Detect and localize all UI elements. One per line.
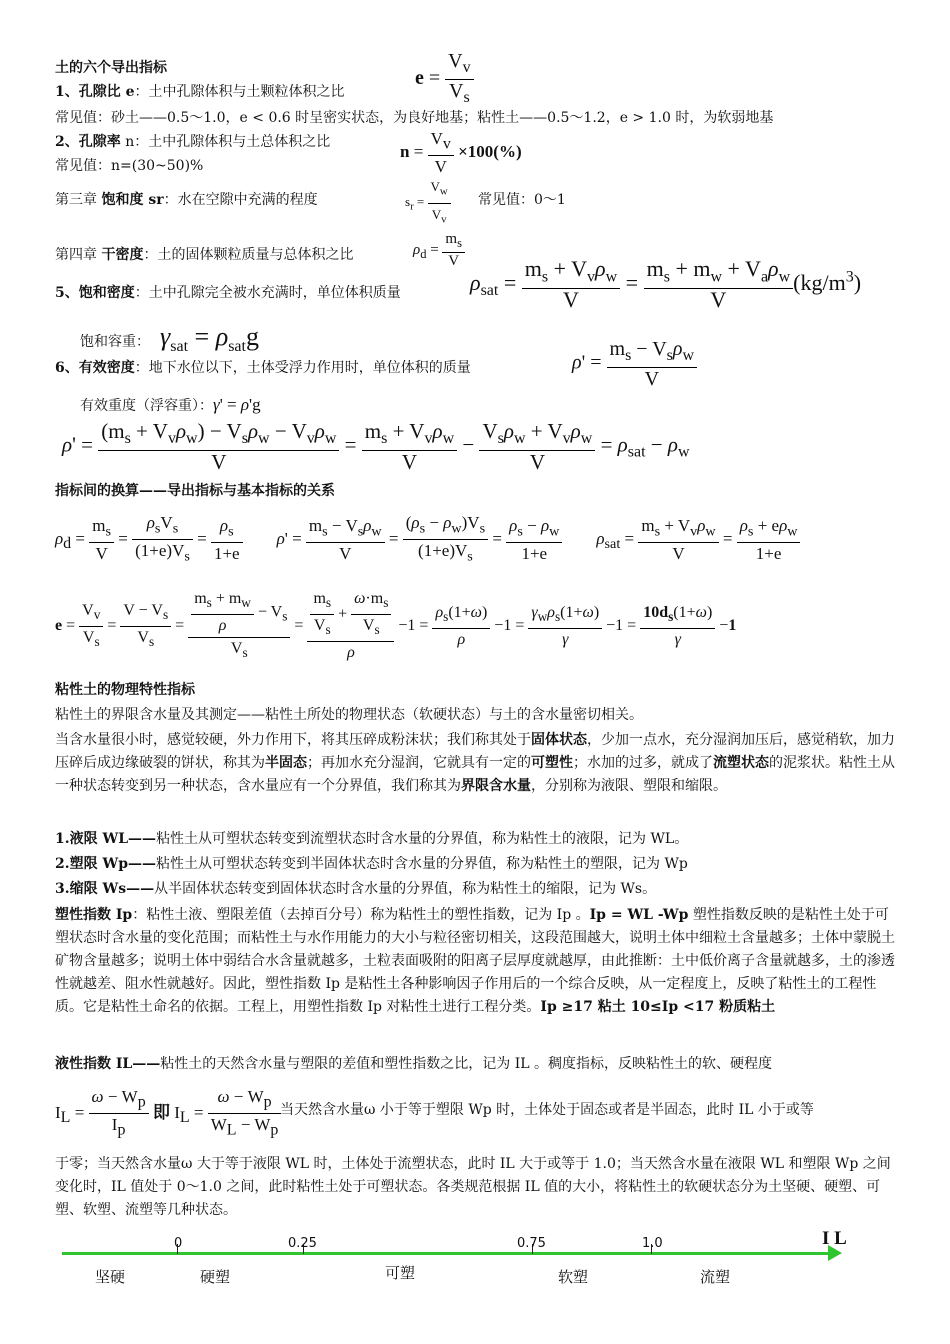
il-zone-label: 硬塑 [200, 1268, 231, 1286]
eff-density-title: 6、有效密度 [55, 360, 135, 376]
il-zone-label: 可塑 [385, 1264, 416, 1282]
il-tick-label: 0.25 [288, 1236, 317, 1251]
liquidity-index-paragraph: 于零；当天然含水量ω 大于等于液限 WL 时，土体处于流塑状态，此时 IL 大于或等于 1.0；当天然含水量在液限 WL 和塑限 Wp 之间变化时，IL 值处于 0～1.0 之间，此时粘性土处于可塑状态。各类规范根据 IL 值的大小，将粘性土的软硬状态分为土坚硬、硬塑、可塑、软塑、流塑等几种状态。 [55, 1156, 891, 1218]
sat-density-line [55, 283, 401, 303]
conversion-heading: 指标间的换算——导出指标与基本指标的关系 [55, 483, 335, 499]
saturation-formula: $s_r$ = $\frac{V_w}{V_v}$ [405, 176, 451, 230]
plastic-limit-line [55, 854, 688, 874]
clay-p1: 粘性土的界限含水量及其测定——粘性土所处的物理状态（软硬状态）与土的含水量密切相关。 [55, 707, 643, 723]
dry-density-formula: $\rho_d$ = $\frac{m_s}{V}$ [413, 231, 465, 270]
liquidity-index-formula: $I_L$ = $\frac{\omega - W_p}{I_p}$ 即 $I_L$ = $\frac{\omega - W_p}{W_L - W_p}$ [55, 1086, 281, 1142]
eff-density-formula: ρ' = $\frac{m_s - V_s\rho_w}{V}$ [572, 338, 697, 390]
clay-p2-h: 流塑状态 [713, 755, 769, 771]
porosity-title: 2、孔隙率 [55, 134, 121, 150]
sat-density-title: 5、饱和密度 [55, 285, 135, 301]
liquidity-index-desc: 粘性土的天然含水量与塑限的差值和塑性指数之比，记为 IL 。稠度指标，反映粘性土的软、硬程度 [160, 1056, 773, 1072]
porosity-common: 常见值：n=(30~50)% [55, 158, 204, 174]
clay-p2 [55, 729, 895, 798]
plasticity-index-paragraph [55, 904, 895, 1019]
clay-p2-a: 当含水量很小时，感觉较硬，外力作用下，将其压碎成粉沫状；我们称其处于 [55, 732, 531, 748]
il-tick-label: 0 [174, 1236, 183, 1251]
dry-density-desc: ：土的固体颗粒质量与总体积之比 [143, 247, 354, 263]
eff-weight-label: 有效重度（浮容重）： [80, 398, 213, 414]
eff-density-line [55, 358, 471, 378]
saturation-desc: ：水在空隙中充满的程度 [163, 192, 318, 208]
clay-p2-c: ，少加一点水，充分湿润加压后，感觉稍软，加力压碎后成边缘破裂的饼状，称其为 [55, 732, 895, 771]
saturation-line [55, 190, 318, 210]
porosity-desc: n：土中孔隙体积与土总体积之比 [120, 134, 331, 150]
shrinkage-limit-title: 3.缩限 Ws—— [55, 881, 155, 897]
plasticity-index-text-a: ：粘性土液、塑限差值（去掉百分号）称为粘性土的塑性指数，记为 Ip 。 [132, 907, 590, 923]
liquidity-index-title: 液性指数 IL—— [55, 1056, 161, 1072]
saturation-prefix: 第三章 [55, 192, 102, 208]
dry-density-line [55, 245, 353, 265]
plastic-limit-title: 2.塑限 Wp—— [55, 856, 157, 872]
conversion-row-1: $\rho_d$ = $\frac{m_s}{V}$ = $\frac{\rho_sV_s}{(1+e)V_s}$ = $\frac{\rho_s}{1+e}$ ρ' = $\frac{m_s - V_s\rho_w}{V}$ = $\frac{(\rho_s - \rho_w)V_s}{(1+e)V_s}$ = $\frac{\rho_s - \rho_w}{1+e}$ $\rho_{sat}$ = $\frac{m_s + V_v\rho_w}{V}$ = $\frac{\rho_s + e\rho_w}{1+e}$ [55, 512, 800, 568]
clay-p2-f: 可塑性 [531, 755, 573, 771]
sat-density-formula: $\rho_{sat}$ = $\frac{m_s + V_v\rho_w}{V}$ = $\frac{m_s + m_w + V_a\rho_w}{V}$ $(kg/m^3)$ [470, 256, 862, 313]
plasticity-index-text-b: 塑性指数反映的是粘性土处于可塑状态时含水量的变化范围；而粘性土与水作用能力的大小与粒径密切相关，这段范围越大，说明土体中细粒土含量越多；土体中蒙脱土矿物含量越多；说明土体中弱结合水含量就越多，土粒表面吸附的阳离子层厚度就越厚，由此推断：土中低价离子含量就越多，土的渗透性就越差、阻水性就越好。因此，塑性指数 Ip 是粘性土各种影响因子作用后的一个综合反映，从一定程度上，反映了粘性土的工程性质。它是粘性土命名的依据。工程上，用塑性指数 Ip 对粘性土进行工程分类。 [55, 907, 895, 1015]
clay-p2-k: ，分别称为液限、塑限和缩限。 [531, 778, 727, 794]
sat-density-desc: ：土中孔隙完全被水充满时，单位体积质量 [134, 285, 401, 301]
plasticity-index-class: Ip ≥17 粘土 10≤Ip <17 粉质粘土 [540, 999, 776, 1015]
porosity-line [55, 132, 330, 152]
saturation-common: 常见值：0～1 [478, 192, 566, 208]
eff-density-desc: ：地下水位以下，土体受浮力作用时，单位体积的质量 [134, 360, 471, 376]
void-ratio-formula: e = $\frac{V_v}{V_s}$ [415, 50, 474, 109]
liquid-limit-desc: 粘性土从可塑状态转变到流塑状态时含水量的分界值，称为粘性土的液限，记为 WL。 [156, 831, 689, 847]
plasticity-index-formula: Ip = WL -Wp [589, 907, 689, 923]
void-ratio-title: 1、孔隙比 e [55, 84, 135, 100]
liquidity-index-line [55, 1054, 772, 1074]
dry-density-prefix: 第四章 [55, 247, 102, 263]
clay-p2-e: ；再加水充分湿润，它就具有一定的 [307, 755, 531, 771]
eff-weight-line: 有效重度（浮容重）：γ' = ρ'g [80, 395, 261, 414]
il-zone-label: 流塑 [700, 1268, 731, 1286]
sat-unit-weight-label: 饱和容重： [80, 334, 150, 350]
sat-unit-weight-formula: $\gamma_{sat} = \rho_{sat}g$ [160, 322, 259, 356]
il-tick-label: 1.0 [642, 1236, 663, 1251]
saturation-title: 饱和度 sr [101, 192, 164, 208]
void-ratio-line [55, 82, 345, 102]
shrinkage-limit-desc: 从半固体状态转变到固体状态时含水量的分界值，称为粘性土的缩限，记为 Ws。 [154, 881, 657, 897]
section-heading: 土的六个导出指标 [55, 60, 167, 76]
plasticity-index-title: 塑性指数 Ip [55, 907, 133, 923]
il-axis-label: I L [822, 1228, 847, 1249]
shrinkage-limit-line [55, 879, 656, 899]
clay-p2-i: 的泥浆状。粘性土从一种状态转变到另一种状态，含水量应有一个分界值，我们称其为 [55, 755, 895, 794]
clay-p2-g: ；水加的过多，就成了 [573, 755, 713, 771]
void-ratio-common: 常见值：砂土——0.5～1.0，e < 0.6 时呈密实状态，为良好地基；粘性土——0.5～1.2，e > 1.0 时，为软弱地基 [55, 110, 774, 126]
plastic-limit-desc: 粘性土从可塑状态转变到半固体状态时含水量的分界值，称为粘性土的塑限，记为 Wp [156, 856, 688, 872]
conversion-row-2: e = $\frac{V_v}{V_s}$ = $\frac{V - V_s}{V_s}$ = $\frac{m_s + m_w}{\rho}$ − $V_s$ $V_s$ = $\frac{m_s}{V_s}$ + $\frac{\omega\cdot m_s}{V_s}$ ρ −1 = $\frac{\rho_s(1+\omega)}{\rho}$ −1 = $\frac{\gamma_w\rho_s(1+\omega)}{\gamma}$ −1 = $\frac{10d_s(1+\omega)}{\gamma}$ −1 [55, 590, 737, 662]
liquid-limit-line [55, 829, 688, 849]
clay-p2-j: 界限含水量 [461, 778, 531, 794]
liquid-limit-title: 1.液限 WL—— [55, 831, 157, 847]
eff-density-derivation: ρ' = $\frac{(m_s + V_v\rho_w) - V_s\rho_w - V_v\rho_w}{V}$ = $\frac{m_s + V_v\rho_w}{V}$ − $\frac{V_s\rho_w + V_v\rho_w}{V}$ = $\rho_{sat} - \rho_w$ [62, 419, 690, 475]
void-ratio-desc: ：土中孔隙体积与土颗粒体积之比 [134, 84, 345, 100]
dry-density-title: 干密度 [101, 247, 144, 263]
il-zone-label: 软塑 [558, 1268, 589, 1286]
porosity-formula: n = $\frac{V_v}{V}$ ×100(%) [400, 129, 522, 177]
clay-p2-b: 固体状态 [531, 732, 587, 748]
liquidity-index-after: 当天然含水量ω 小于等于塑限 Wp 时，土体处于固态或者是半固态，此时 IL 小于或等 [280, 1102, 814, 1118]
il-tick-label: 0.75 [517, 1236, 546, 1251]
clay-p2-d: 半固态 [265, 755, 307, 771]
liquidity-index-mid: 即 [152, 1102, 170, 1122]
il-zone-label: 坚硬 [95, 1268, 126, 1286]
clay-heading: 粘性土的物理特性指标 [55, 682, 195, 698]
